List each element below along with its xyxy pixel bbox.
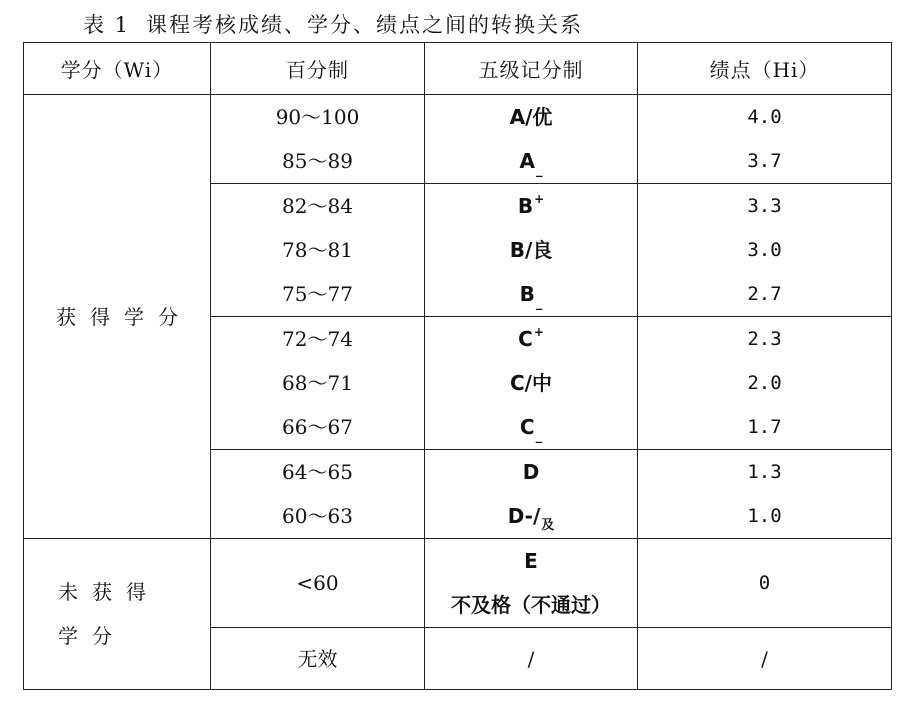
score-value: 64～65 — [282, 460, 353, 484]
table-caption — [83, 9, 583, 39]
level-cell — [425, 628, 638, 690]
score-value: 无效 — [297, 646, 338, 671]
score-value: 78～81 — [282, 238, 353, 262]
level-value — [425, 184, 637, 228]
grade-modifier: 及 — [541, 518, 555, 533]
point-cell — [638, 317, 892, 450]
score-value: 60～63 — [282, 504, 353, 528]
score-cell — [211, 317, 425, 450]
header-five-level: 五级记分制 — [425, 43, 638, 95]
header-grade-point: 绩点（Hi） — [638, 43, 892, 95]
score-value: 75～77 — [282, 282, 353, 306]
grade-modifier: _ — [535, 163, 543, 178]
point-cell — [638, 184, 892, 317]
level-cell — [425, 539, 638, 628]
level-cell — [425, 184, 638, 317]
point-cell — [638, 628, 892, 690]
point-value: 1.7 — [747, 416, 782, 438]
score-value: 85～89 — [282, 149, 353, 173]
level-letter: D-/及 — [508, 504, 555, 528]
level-letter: C_ — [520, 415, 542, 439]
point-value: 1.0 — [747, 505, 782, 527]
point-cell — [638, 450, 892, 539]
level-letter: B+ — [518, 194, 544, 218]
score-cell — [211, 184, 425, 317]
score-cell — [211, 539, 425, 628]
level-value: D — [522, 460, 540, 484]
point-value: 3.3 — [747, 195, 782, 217]
point-cell — [638, 95, 892, 184]
point-value: 3.0 — [747, 239, 782, 261]
score-value: 68～71 — [282, 371, 353, 395]
point-value: 2.3 — [747, 328, 782, 350]
level-value: C/中 — [510, 371, 552, 395]
score-cell — [211, 95, 425, 184]
level-value: A/优 — [509, 105, 553, 129]
level-value — [425, 405, 637, 449]
level-value: E — [524, 549, 538, 573]
score-value: <60 — [296, 571, 339, 595]
table-number: 表 1 — [83, 13, 131, 37]
grade-modifier: + — [533, 325, 544, 339]
level-value — [425, 494, 637, 538]
credit-not-earned-cell: 未获得学分 — [24, 539, 211, 690]
level-letter: A_ — [520, 149, 543, 173]
level-letter: B_ — [520, 282, 543, 306]
level-value — [425, 139, 637, 183]
level-cell — [425, 317, 638, 450]
score-value: 90～100 — [275, 105, 360, 129]
level-cell — [425, 95, 638, 184]
point-value: 3.7 — [747, 150, 782, 172]
point-value: 2.0 — [747, 372, 782, 394]
score-cell — [211, 628, 425, 690]
score-value: 72～74 — [282, 327, 353, 351]
level-value — [425, 317, 637, 361]
level-value: B/良 — [509, 238, 553, 262]
credit-earned-cell: 获得学分 — [24, 95, 211, 539]
grade-modifier: _ — [535, 296, 543, 311]
point-value: / — [761, 646, 768, 671]
header-credit: 学分（Wi） — [24, 43, 211, 95]
level-value — [425, 272, 637, 316]
level-letter: C+ — [518, 327, 544, 351]
grade-conversion-table — [23, 42, 892, 690]
header-percentage: 百分制 — [211, 43, 425, 95]
score-cell — [211, 450, 425, 539]
point-value: 4.0 — [747, 106, 782, 128]
level-cell — [425, 450, 638, 539]
level-value: 不及格（不通过） — [451, 593, 611, 617]
grade-modifier: _ — [535, 429, 543, 444]
level-value: / — [527, 646, 535, 671]
point-value: 0 — [758, 572, 771, 594]
grade-modifier: + — [534, 192, 545, 206]
header-row — [24, 43, 892, 95]
point-value: 2.7 — [747, 283, 782, 305]
score-value: 82～84 — [282, 194, 353, 218]
table-title: 课程考核成绩、学分、绩点之间的转换关系 — [146, 13, 584, 37]
table-row — [24, 539, 892, 628]
point-value: 1.3 — [747, 461, 782, 483]
table-row — [24, 95, 892, 184]
point-cell — [638, 539, 892, 628]
score-value: 66～67 — [282, 415, 353, 439]
